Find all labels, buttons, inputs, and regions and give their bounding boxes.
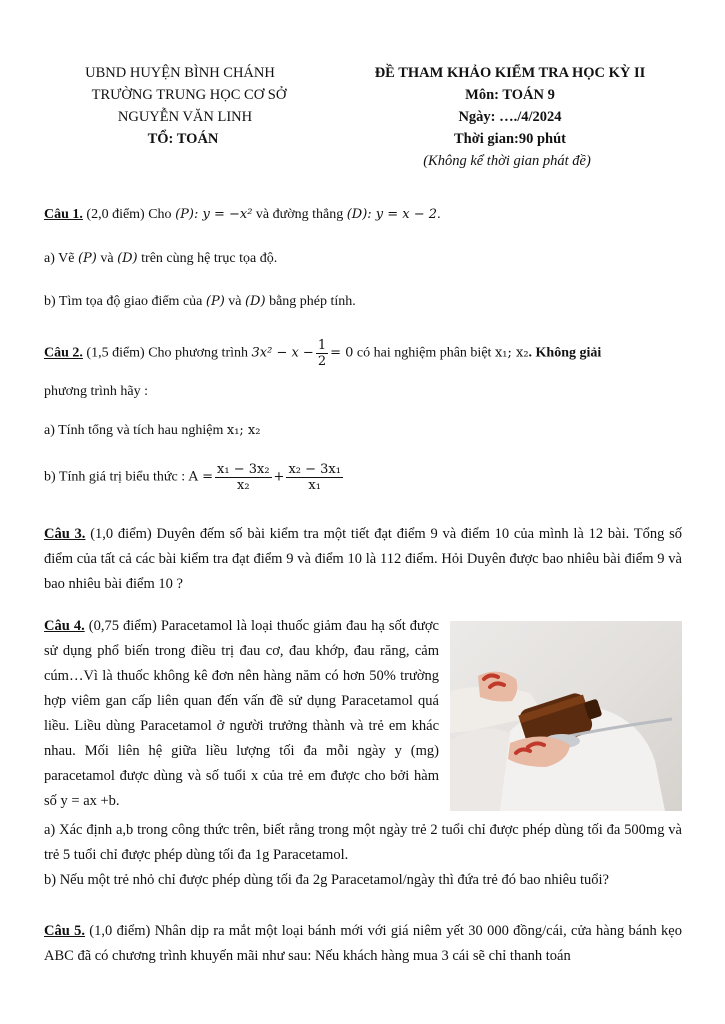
q2-part-b: b) Tính giá trị biểu thức : A = $\frac{\text{x₁ − 3x₂}}{\text{x₂}}$ + $\frac{\text{x₂ − 3x₁}}{\text{x₁}}$ [44,462,341,493]
q4-paragraph: Câu 4. (0,75 điểm) Paracetamol là loại thuốc giảm đau hạ sốt được sử dụng phổ biến trong điều trị đau cơ, đau khớp, đau răng, cảm cúm…Vì là thuốc không kê đơn nên hàng năm có hơn 50% trường hợp viêm gan cấp liên quan đến vấn đề sử dụng Paracetamol quá liều. Liều dùng Paracetamol ở người trưởng thành và trẻ em khác nhau. Mối liên hệ giữa liều lượng tối đa mỗi ngày y (mg) paracetamol được dùng và số tuổi x của trẻ em được cho bởi hàm số y = ax +b. [44,618,439,809]
q4-part-b: b) Nếu một trẻ nhỏ chỉ được phép dùng tối đa 2g Paracetamol/ngày thì đứa trẻ đó bao nhiêu tuổi? [44,872,609,888]
q2-line2: phương trình hãy : [44,384,149,399]
q1-part-a: a) Vẽ (P) và (D) trên cùng hệ trục tọa độ. [44,251,278,266]
line-D: (D): y = x − 2 [346,207,438,222]
paracetamol-photo [450,621,682,811]
q2-part-a: a) Tính tổng và tích hau nghiệm x₁; x₂ [44,423,261,438]
fraction-one-half: $\frac{1}{2}$ [317,338,327,369]
exam-subject: Môn: TOÁN 9 [465,87,555,103]
q3-label: Câu 3. [44,526,86,542]
q1-part-b: b) Tìm tọa độ giao điểm của (P) và (D) bằng phép tính. [44,294,356,309]
q3-paragraph: Câu 3. (1,0 điểm) Duyên đếm số bài kiểm tra một tiết đạt điểm 9 và điểm 10 của mình là 12 bài. Tổng số điểm của tất cả các bài kiểm tra đạt điểm 9 và điểm 10 là 112 điểm. Hỏi Duyên được bao nhiêu bài điểm 9 và bao nhiêu bài điểm 10 ? [44,526,682,592]
fraction-2: $\frac{\text{x₂ − 3x₁}}{\text{x₁}}$ [288,462,341,493]
department-name: TỔ: TOÁN [147,131,219,147]
q1-label: Câu 1. [44,207,83,222]
q2-statement: Câu 2. (1,5 điểm) Cho phương trình 3x² − x − $\frac{1}{2}$ = 0 có hai nghiệm phân biệt x₁; x₂. Không giải [44,338,602,369]
exam-date: Ngày: …./4/2024 [458,109,562,125]
exam-title: ĐỀ THAM KHẢO KIỂM TRA HỌC KỲ II [374,65,646,81]
header-right [340,62,680,172]
q4-part-a: a) Xác định a,b trong công thức trên, biết rằng trong một ngày trẻ 2 tuổi chỉ được phép dùng tối đa 500mg và trẻ 5 tuổi chỉ được phép dùng tối đa 1g Paracetamol. [44,822,682,863]
q5-label: Câu 5. [44,923,85,939]
school-name-line2: NGUYỄN VĂN LINH [117,109,253,125]
exam-time: Thời gian:90 phút [454,131,566,147]
parabola-P: (P): y = −x² [175,207,253,222]
q2-label: Câu 2. [44,345,83,361]
school-name-line1: TRƯỜNG TRUNG HỌC CƠ SỞ [91,87,287,103]
q4-label: Câu 4. [44,618,85,634]
header-left [40,62,320,150]
photo-illustration [450,621,682,811]
exam-time-note: (Không kể thời gian phát đề) [423,153,591,169]
q1-statement: Câu 1. (2,0 điểm) Cho (P): y = −x² và đường thẳng (D): y = x − 2. [44,207,441,222]
district-name: UBND HUYỆN BÌNH CHÁNH [85,65,275,81]
fraction-1: $\frac{\text{x₁ − 3x₂}}{\text{x₂}}$ [217,462,270,493]
q5-paragraph: Câu 5. (1,0 điểm) Nhân dịp ra mắt một loại bánh mới với giá niêm yết 30 000 đồng/cái, cửa hàng bánh kẹo ABC đã có chương trình khuyến mãi như sau: Nếu khách hàng mua 3 cái sẽ chỉ thanh toán [44,923,682,964]
